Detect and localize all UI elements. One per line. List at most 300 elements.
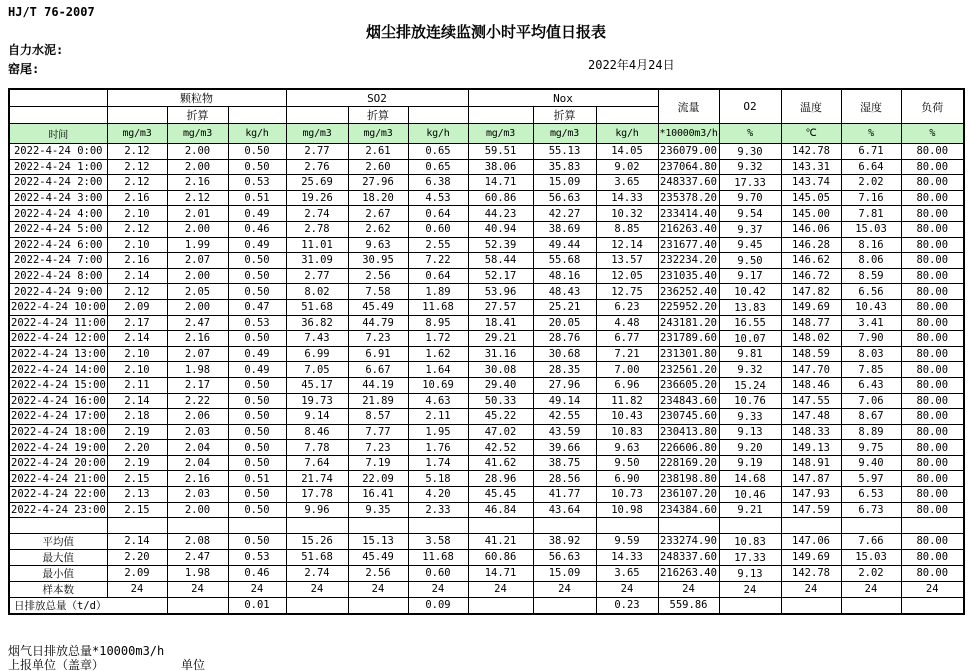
- value-cell: 80.00: [901, 268, 964, 284]
- unit-cell: mg/m3: [468, 124, 533, 144]
- value-cell: 2.12: [107, 175, 167, 191]
- value-cell: 9.33: [719, 409, 781, 425]
- value-cell: 80.00: [901, 144, 964, 160]
- value-cell: 12.14: [596, 237, 658, 253]
- value-cell: 0.50: [228, 393, 286, 409]
- daily-total-value-cell: [901, 597, 964, 614]
- summary-value-cell: 80.00: [901, 565, 964, 581]
- value-cell: 80.00: [901, 190, 964, 206]
- value-cell: 9.63: [596, 440, 658, 456]
- empty-header-cell: [286, 107, 348, 124]
- daily-total-value-cell: [286, 597, 348, 614]
- value-cell: 236252.40: [658, 284, 719, 300]
- time-cell: 2022-4-24 15:00: [11, 379, 106, 392]
- summary-label-cell: 最小值: [9, 565, 107, 581]
- value-cell: 30.08: [468, 362, 533, 378]
- summary-value-cell: 149.69: [781, 549, 841, 565]
- value-cell: 2.17: [107, 315, 167, 331]
- value-cell: 0.50: [228, 409, 286, 425]
- summary-value-cell: 24: [228, 581, 286, 597]
- value-cell: 9.21: [719, 502, 781, 518]
- value-cell: 2.00: [167, 299, 228, 315]
- group-header-so2: SO2: [286, 89, 468, 107]
- value-cell: 30.95: [348, 253, 408, 269]
- value-cell: 233414.40: [658, 206, 719, 222]
- unit-cell: %: [841, 124, 901, 144]
- value-cell: 6.53: [841, 487, 901, 503]
- value-cell: 0.50: [228, 331, 286, 347]
- value-cell: 2.12: [107, 159, 167, 175]
- value-cell: 8.02: [286, 284, 348, 300]
- summary-value-cell: 14.71: [468, 565, 533, 581]
- value-cell: 2.14: [107, 331, 167, 347]
- value-cell: 45.22: [468, 409, 533, 425]
- value-cell: 3.41: [841, 315, 901, 331]
- value-cell: 10.32: [596, 206, 658, 222]
- value-cell: 9.20: [719, 440, 781, 456]
- value-cell: 9.75: [841, 440, 901, 456]
- value-cell: 7.23: [348, 331, 408, 347]
- value-cell: 6.91: [348, 346, 408, 362]
- value-cell: 0.51: [228, 190, 286, 206]
- value-cell: 0.64: [408, 206, 468, 222]
- value-cell: 80.00: [901, 455, 964, 471]
- value-cell: 237064.80: [658, 159, 719, 175]
- value-cell: 2.22: [167, 393, 228, 409]
- value-cell: 7.85: [841, 362, 901, 378]
- value-cell: 9.40: [841, 455, 901, 471]
- value-cell: 0.50: [228, 487, 286, 503]
- value-cell: 17.78: [286, 487, 348, 503]
- value-cell: 53.96: [468, 284, 533, 300]
- summary-value-cell: 24: [841, 581, 901, 597]
- hourly-row: [9, 424, 964, 440]
- hourly-row: [9, 362, 964, 378]
- daily-total-value-cell: [533, 597, 596, 614]
- value-cell: 2.10: [107, 206, 167, 222]
- value-cell: 36.82: [286, 315, 348, 331]
- spacer-row: [9, 518, 964, 534]
- value-cell: 0.51: [228, 471, 286, 487]
- header-row-groups: [9, 89, 964, 107]
- value-cell: 11.68: [408, 299, 468, 315]
- value-cell: 14.71: [468, 175, 533, 191]
- value-cell: 2.78: [286, 221, 348, 237]
- value-cell: 10.46: [719, 487, 781, 503]
- value-cell: 9.32: [719, 159, 781, 175]
- time-cell: 2022-4-24 3:00: [9, 190, 107, 206]
- value-cell: 14.33: [596, 190, 658, 206]
- value-cell: 6.38: [408, 175, 468, 191]
- value-cell: 2.11: [408, 409, 468, 425]
- summary-value-cell: 10.83: [719, 533, 781, 549]
- value-cell: 2.04: [167, 440, 228, 456]
- value-cell: 21.74: [286, 471, 348, 487]
- value-cell: 27.96: [533, 377, 596, 393]
- group-header-nox: Nox: [468, 89, 658, 107]
- value-cell: 230413.80: [658, 424, 719, 440]
- hourly-row: [9, 440, 964, 456]
- value-cell: 49.44: [533, 237, 596, 253]
- summary-value-cell: 142.78: [781, 565, 841, 581]
- value-cell: 80.00: [901, 362, 964, 378]
- value-cell: 8.46: [286, 424, 348, 440]
- value-cell: 44.19: [348, 377, 408, 393]
- converted-header-particulate: 折算: [167, 107, 228, 124]
- empty-cell: [107, 518, 167, 534]
- value-cell: 25.21: [533, 299, 596, 315]
- flue-gas-total-note: 烟气日排放总量*10000m3/h: [8, 644, 165, 658]
- value-cell: 0.50: [228, 440, 286, 456]
- page-title: 烟尘排放连续监测小时平均值日报表: [365, 23, 606, 41]
- empty-header-cell: [107, 107, 167, 124]
- value-cell: 22.09: [348, 471, 408, 487]
- value-cell: 80.00: [901, 440, 964, 456]
- value-cell: 31.16: [468, 346, 533, 362]
- value-cell: 15.03: [841, 221, 901, 237]
- unit-cell: mg/m3: [533, 124, 596, 144]
- value-cell: 234843.60: [658, 393, 719, 409]
- value-cell: 0.50: [228, 253, 286, 269]
- time-cell: 2022-4-24 2:00: [9, 175, 107, 191]
- hourly-row: [9, 346, 964, 362]
- value-cell: 2.00: [167, 221, 228, 237]
- value-cell: 148.77: [781, 315, 841, 331]
- value-cell: 80.00: [901, 393, 964, 409]
- value-cell: 29.21: [468, 331, 533, 347]
- value-cell: 236605.20: [658, 377, 719, 393]
- value-cell: 4.63: [408, 393, 468, 409]
- value-cell: 42.55: [533, 409, 596, 425]
- summary-value-cell: 2.14: [107, 533, 167, 549]
- value-cell: 4.53: [408, 190, 468, 206]
- summary-value-cell: 45.49: [348, 549, 408, 565]
- value-cell: 27.96: [348, 175, 408, 191]
- value-cell: 2.07: [167, 346, 228, 362]
- empty-header-cell: [468, 107, 533, 124]
- value-cell: 143.31: [781, 159, 841, 175]
- value-cell: 80.00: [901, 502, 964, 518]
- time-cell: 2022-4-24 10:00: [11, 301, 106, 314]
- summary-value-cell: 2.56: [348, 565, 408, 581]
- value-cell: 6.23: [596, 299, 658, 315]
- value-cell: 146.72: [781, 268, 841, 284]
- unit-label: 单位: [181, 658, 206, 671]
- value-cell: 0.49: [228, 237, 286, 253]
- summary-value-cell: 24: [348, 581, 408, 597]
- value-cell: 147.82: [781, 284, 841, 300]
- value-cell: 145.05: [781, 190, 841, 206]
- summary-value-cell: 24: [107, 581, 167, 597]
- value-cell: 8.89: [841, 424, 901, 440]
- value-cell: 2.16: [167, 471, 228, 487]
- value-cell: 9.50: [596, 455, 658, 471]
- value-cell: 20.05: [533, 315, 596, 331]
- value-cell: 80.00: [901, 284, 964, 300]
- value-cell: 9.30: [719, 144, 781, 160]
- value-cell: 146.62: [781, 253, 841, 269]
- summary-value-cell: 15.03: [841, 549, 901, 565]
- value-cell: 35.83: [533, 159, 596, 175]
- value-cell: 18.41: [468, 315, 533, 331]
- value-cell: 19.26: [286, 190, 348, 206]
- value-cell: 226606.80: [658, 440, 719, 456]
- daily-total-value-cell: [841, 597, 901, 614]
- value-cell: 49.14: [533, 393, 596, 409]
- value-cell: 10.43: [841, 299, 901, 315]
- value-cell: 148.59: [781, 346, 841, 362]
- unit-cell: mg/m3: [107, 124, 167, 144]
- value-cell: 2.03: [167, 487, 228, 503]
- value-cell: 146.28: [781, 237, 841, 253]
- summary-value-cell: 2.74: [286, 565, 348, 581]
- summary-value-cell: 17.33: [719, 549, 781, 565]
- value-cell: 2.00: [167, 502, 228, 518]
- summary-value-cell: 24: [596, 581, 658, 597]
- value-cell: 0.60: [408, 221, 468, 237]
- value-cell: 149.13: [781, 440, 841, 456]
- summary-value-cell: 2.08: [167, 533, 228, 549]
- value-cell: 2.47: [167, 315, 228, 331]
- value-cell: 147.70: [781, 362, 841, 378]
- value-cell: 30.68: [533, 346, 596, 362]
- empty-header-cell: [596, 107, 658, 124]
- value-cell: 55.68: [533, 253, 596, 269]
- value-cell: 2.17: [167, 377, 228, 393]
- value-cell: 80.00: [901, 159, 964, 175]
- value-cell: 228169.20: [658, 455, 719, 471]
- empty-cell: [286, 518, 348, 534]
- value-cell: 0.53: [228, 175, 286, 191]
- value-cell: 148.02: [781, 331, 841, 347]
- value-cell: 235378.20: [658, 190, 719, 206]
- value-cell: 147.93: [781, 487, 841, 503]
- value-cell: 2.03: [167, 424, 228, 440]
- value-cell: 2.10: [107, 346, 167, 362]
- value-cell: 1.95: [408, 424, 468, 440]
- hourly-row: [9, 455, 964, 471]
- value-cell: 2.06: [167, 409, 228, 425]
- empty-header-cell: [9, 107, 107, 124]
- empty-header-cell: [408, 107, 468, 124]
- value-cell: 0.53: [228, 315, 286, 331]
- value-cell: 147.48: [781, 409, 841, 425]
- value-cell: 6.99: [286, 346, 348, 362]
- empty-cell: [408, 518, 468, 534]
- converted-header-so2: 折算: [348, 107, 408, 124]
- value-cell: 2.18: [107, 409, 167, 425]
- value-cell: 216263.40: [658, 221, 719, 237]
- value-cell: 7.78: [286, 440, 348, 456]
- daily-total-value-cell: [348, 597, 408, 614]
- value-cell: 80.00: [901, 237, 964, 253]
- value-cell: 238198.80: [658, 471, 719, 487]
- value-cell: 9.32: [719, 362, 781, 378]
- value-cell: 142.78: [781, 144, 841, 160]
- value-cell: 45.49: [348, 299, 408, 315]
- value-cell: 9.19: [719, 455, 781, 471]
- daily-total-row: [9, 597, 964, 614]
- unit-cell: kg/h: [228, 124, 286, 144]
- value-cell: 231789.60: [658, 331, 719, 347]
- value-cell: 147.87: [781, 471, 841, 487]
- time-cell: 2022-4-24 14:00: [11, 363, 106, 376]
- value-cell: 80.00: [901, 315, 964, 331]
- value-cell: 143.74: [781, 175, 841, 191]
- summary-value-cell: 0.50: [228, 533, 286, 549]
- time-cell: 2022-4-24 13:00: [11, 348, 106, 361]
- value-cell: 8.59: [841, 268, 901, 284]
- value-cell: 8.16: [841, 237, 901, 253]
- value-cell: 0.64: [408, 268, 468, 284]
- value-cell: 6.73: [841, 502, 901, 518]
- unit-cell: mg/m3: [286, 124, 348, 144]
- value-cell: 0.50: [228, 377, 286, 393]
- unit-cell: %: [901, 124, 964, 144]
- value-cell: 9.50: [719, 253, 781, 269]
- value-cell: 38.75: [533, 455, 596, 471]
- summary-value-cell: 41.21: [468, 533, 533, 549]
- value-cell: 2.00: [167, 268, 228, 284]
- daily-total-value-cell: 0.23: [596, 597, 658, 614]
- value-cell: 6.64: [841, 159, 901, 175]
- hourly-row: [9, 315, 964, 331]
- summary-value-cell: 3.65: [596, 565, 658, 581]
- summary-label-cell: 平均值: [9, 533, 107, 549]
- value-cell: 2.00: [167, 159, 228, 175]
- hourly-row: [9, 299, 964, 315]
- value-cell: 7.77: [348, 424, 408, 440]
- value-cell: 38.69: [533, 221, 596, 237]
- value-cell: 6.90: [596, 471, 658, 487]
- time-cell: 2022-4-24 19:00: [11, 441, 106, 454]
- value-cell: 48.43: [533, 284, 596, 300]
- col-header-temperature: 温度: [781, 89, 841, 124]
- summary-value-cell: 24: [781, 581, 841, 597]
- empty-cell: [719, 518, 781, 534]
- daily-total-value-cell: [719, 597, 781, 614]
- unit-cell: %: [719, 124, 781, 144]
- value-cell: 2.12: [107, 144, 167, 160]
- value-cell: 2.11: [107, 377, 167, 393]
- empty-cell: [901, 518, 964, 534]
- value-cell: 2.74: [286, 206, 348, 222]
- value-cell: 2.13: [107, 487, 167, 503]
- value-cell: 45.17: [286, 377, 348, 393]
- value-cell: 80.00: [901, 253, 964, 269]
- value-cell: 10.83: [596, 424, 658, 440]
- value-cell: 2.60: [348, 159, 408, 175]
- value-cell: 1.62: [408, 346, 468, 362]
- time-cell: 2022-4-24 22:00: [11, 488, 106, 501]
- daily-total-value-cell: 0.09: [408, 597, 468, 614]
- daily-total-value-cell: [167, 597, 228, 614]
- summary-value-cell: 7.66: [841, 533, 901, 549]
- converted-header-nox: 折算: [533, 107, 596, 124]
- summary-value-cell: 2.47: [167, 549, 228, 565]
- summary-value-cell: 2.09: [107, 565, 167, 581]
- time-cell: 2022-4-24 11:00: [11, 316, 106, 329]
- value-cell: 0.49: [228, 346, 286, 362]
- value-cell: 231035.40: [658, 268, 719, 284]
- value-cell: 10.43: [596, 409, 658, 425]
- value-cell: 47.02: [468, 424, 533, 440]
- time-cell: 2022-4-24 5:00: [9, 221, 107, 237]
- value-cell: 44.23: [468, 206, 533, 222]
- summary-value-cell: 24: [901, 581, 964, 597]
- value-cell: 15.09: [533, 175, 596, 191]
- summary-value-cell: 24: [719, 581, 781, 597]
- hourly-row: [9, 393, 964, 409]
- value-cell: 55.13: [533, 144, 596, 160]
- value-cell: 13.57: [596, 253, 658, 269]
- value-cell: 149.69: [781, 299, 841, 315]
- summary-value-cell: 60.86: [468, 549, 533, 565]
- value-cell: 7.05: [286, 362, 348, 378]
- company-label: 自力水泥:: [8, 43, 64, 57]
- value-cell: 52.17: [468, 268, 533, 284]
- empty-cell: [228, 518, 286, 534]
- value-cell: 28.35: [533, 362, 596, 378]
- value-cell: 0.50: [228, 268, 286, 284]
- summary-value-cell: 51.68: [286, 549, 348, 565]
- value-cell: 46.84: [468, 502, 533, 518]
- time-cell: 2022-4-24 23:00: [11, 503, 106, 516]
- value-cell: 0.49: [228, 362, 286, 378]
- value-cell: 9.17: [719, 268, 781, 284]
- value-cell: 146.06: [781, 221, 841, 237]
- value-cell: 12.75: [596, 284, 658, 300]
- value-cell: 2.16: [167, 175, 228, 191]
- value-cell: 7.16: [841, 190, 901, 206]
- value-cell: 80.00: [901, 221, 964, 237]
- value-cell: 1.74: [408, 455, 468, 471]
- value-cell: 45.45: [468, 487, 533, 503]
- value-cell: 38.06: [468, 159, 533, 175]
- value-cell: 0.50: [228, 284, 286, 300]
- value-cell: 8.06: [841, 253, 901, 269]
- value-cell: 8.67: [841, 409, 901, 425]
- report-unit-label: 上报单位（盖章）: [8, 658, 105, 671]
- empty-cell: [533, 518, 596, 534]
- summary-value-cell: 15.13: [348, 533, 408, 549]
- time-cell: 2022-4-24 0:00: [9, 144, 107, 160]
- unit-cell: mg/m3: [167, 124, 228, 144]
- value-cell: 80.00: [901, 409, 964, 425]
- value-cell: 28.96: [468, 471, 533, 487]
- value-cell: 11.82: [596, 393, 658, 409]
- value-cell: 4.20: [408, 487, 468, 503]
- value-cell: 80.00: [901, 299, 964, 315]
- summary-row: [9, 565, 964, 581]
- value-cell: 234384.60: [658, 502, 719, 518]
- empty-cell: [167, 518, 228, 534]
- value-cell: 50.33: [468, 393, 533, 409]
- standard-code: HJ/T 76-2007: [8, 5, 95, 19]
- value-cell: 7.21: [596, 346, 658, 362]
- value-cell: 10.07: [719, 331, 781, 347]
- value-cell: 225952.20: [658, 299, 719, 315]
- value-cell: 2.20: [107, 440, 167, 456]
- value-cell: 17.33: [719, 175, 781, 191]
- daily-total-value-cell: [468, 597, 533, 614]
- summary-value-cell: 24: [533, 581, 596, 597]
- value-cell: 7.58: [348, 284, 408, 300]
- value-cell: 16.55: [719, 315, 781, 331]
- time-cell: 2022-4-24 20:00: [11, 457, 106, 470]
- value-cell: 2.61: [348, 144, 408, 160]
- hourly-row: [9, 502, 964, 518]
